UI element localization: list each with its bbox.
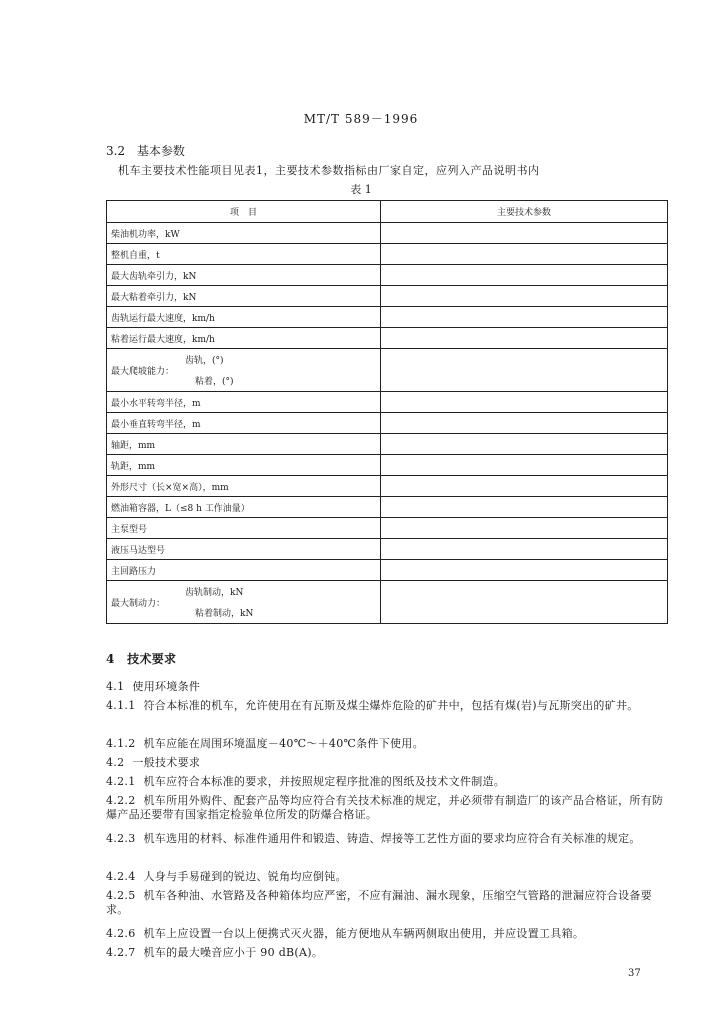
page-number: 37 — [628, 968, 641, 979]
table-row — [107, 434, 668, 455]
row-value — [381, 307, 668, 328]
clause-text: 人身与手易碰到的锐边、锐角均应倒钝。 — [143, 870, 347, 883]
table-header-row — [107, 201, 668, 223]
row-value — [381, 286, 668, 307]
row-label: 轨距，mm — [107, 455, 381, 476]
clause-number: 4.2.6 — [106, 927, 136, 940]
parameters-table — [106, 200, 668, 624]
clause-number: 4.2.1 — [106, 775, 136, 788]
row-label: 液压马达型号 — [107, 539, 381, 560]
clause-text: 机车的最大噪音应小于 90 dB(A)。 — [143, 946, 324, 959]
row-value — [381, 265, 668, 286]
row-value — [381, 392, 668, 413]
intro-paragraph: 机车主要技术性能项目见表1，主要技术参数指标由厂家自定，应列入产品说明书内 — [118, 164, 540, 177]
row-value — [381, 349, 668, 392]
table-row — [107, 286, 668, 307]
table-row — [107, 392, 668, 413]
clause-number: 4.2.4 — [106, 870, 136, 883]
clause-4-1 — [106, 680, 671, 694]
table-row — [107, 223, 668, 244]
row-value — [381, 413, 668, 434]
clause-text: 机车上应设置一台以上便携式灭火器，能方便地从车辆两侧取出使用，并应设置工具箱。 — [143, 927, 585, 940]
clause-number: 4.2 — [106, 756, 125, 769]
row-value — [381, 328, 668, 349]
table-row — [107, 265, 668, 286]
row-label: 最小水平转弯半径，m — [107, 392, 381, 413]
clause-number: 4.2.7 — [106, 946, 136, 959]
clause-4-1-1 — [106, 699, 671, 713]
clause-number: 4.1.2 — [106, 737, 136, 750]
row-label: 主回路压力 — [107, 560, 381, 581]
header-parameter: 主要技术参数 — [381, 201, 668, 223]
row-value — [381, 476, 668, 497]
row-label: 轴距，mm — [107, 434, 381, 455]
section-3-2-heading — [106, 142, 185, 159]
clause-text: 机车应能在周围环境温度－40℃～＋40℃条件下使用。 — [143, 737, 424, 750]
climb-label: 最大爬坡能力： — [111, 366, 175, 377]
table-row — [107, 328, 668, 349]
row-label: 整机自重，t — [107, 244, 381, 265]
row-value — [381, 581, 668, 624]
clause-4-2-5 — [106, 889, 671, 917]
standard-header: MT/T 589－1996 — [303, 112, 419, 126]
row-label: 外形尺寸（长×宽×高），mm — [107, 476, 381, 497]
table-caption: 表 1 — [350, 183, 372, 196]
clause-number: 4.2.2 — [106, 794, 136, 807]
clause-4-2 — [106, 756, 671, 770]
row-value — [381, 560, 668, 581]
row-label: 粘着运行最大速度，km/h — [107, 328, 381, 349]
row-value — [381, 244, 668, 265]
clause-text: 机车选用的材料、标准件通用件和锻造、铸造、焊接等工艺性方面的要求均应符合有关标准的规定。 — [143, 832, 641, 845]
row-value — [381, 518, 668, 539]
chapter-4-heading — [106, 652, 671, 666]
clause-number: 4.1 — [106, 680, 125, 693]
clause-text: 符合本标准的机车，允许使用在有瓦斯及煤尘爆炸危险的矿井中，包括有煤(岩)与瓦斯突出的矿井。 — [143, 699, 639, 712]
clause-4-2-2 — [106, 794, 671, 822]
row-label-brake — [107, 581, 381, 624]
clause-text: 机车应符合本标准的要求，并按照规定程序批准的图纸及技术文件制造。 — [143, 775, 506, 788]
row-value — [381, 497, 668, 518]
row-value — [381, 434, 668, 455]
clause-4-2-4 — [106, 870, 671, 884]
clause-4-1-2 — [106, 737, 671, 751]
row-label: 最大粘着牵引力，kN — [107, 286, 381, 307]
row-label: 最小垂直转弯半径，m — [107, 413, 381, 434]
table-row — [107, 518, 668, 539]
clause-text: 使用环境条件 — [132, 680, 201, 693]
chapter-number: 4 — [106, 652, 115, 666]
clause-number: 4.1.1 — [106, 699, 136, 712]
row-value — [381, 539, 668, 560]
clause-number: 4.2.3 — [106, 832, 136, 845]
table-row-climb — [107, 349, 668, 392]
table-row — [107, 455, 668, 476]
clause-4-2-1 — [106, 775, 671, 789]
row-label: 齿轨运行最大速度，km/h — [107, 307, 381, 328]
brake-rack: 齿轨制动，kN — [185, 588, 244, 598]
section-number: 3.2 — [106, 144, 126, 158]
clause-text: 一般技术要求 — [132, 756, 201, 769]
brake-label: 最大制动力： — [111, 598, 166, 609]
row-label-climb — [107, 349, 381, 392]
section-title: 基本参数 — [136, 144, 185, 158]
table-row — [107, 476, 668, 497]
chapter-title: 技术要求 — [127, 652, 177, 666]
row-label: 最大齿轨牵引力，kN — [107, 265, 381, 286]
clause-4-2-6 — [106, 927, 671, 941]
climb-adhesion: 粘着，(°) — [195, 377, 234, 387]
table-row — [107, 497, 668, 518]
row-label: 燃油箱容器，L（≤8 h 工作油量） — [107, 497, 381, 518]
clause-4-2-7 — [106, 946, 671, 960]
clause-text: 机车各种油、水管路及各种箱体均应严密，不应有漏油、漏水现象，压缩空气管路的泄漏应符合设备要求。 — [106, 889, 652, 916]
table-row — [107, 244, 668, 265]
table-row — [107, 413, 668, 434]
table-row — [107, 307, 668, 328]
clause-4-2-3 — [106, 832, 671, 846]
table-row — [107, 560, 668, 581]
header-item: 项 目 — [107, 201, 381, 223]
table-row — [107, 539, 668, 560]
table-row-brake — [107, 581, 668, 624]
row-label: 柴油机功率，kW — [107, 223, 381, 244]
row-value — [381, 223, 668, 244]
clause-number: 4.2.5 — [106, 889, 136, 902]
row-value — [381, 455, 668, 476]
row-label: 主泵型号 — [107, 518, 381, 539]
climb-rack: 齿轨，(°) — [185, 356, 224, 366]
clause-text: 机车所用外购件、配套产品等均应符合有关技术标准的规定，并必须带有制造厂的该产品合格证，所有防爆产品还要带有国家指定检验单位所发的防爆合格证。 — [106, 794, 664, 821]
brake-adhesion: 粘着制动，kN — [195, 609, 254, 619]
